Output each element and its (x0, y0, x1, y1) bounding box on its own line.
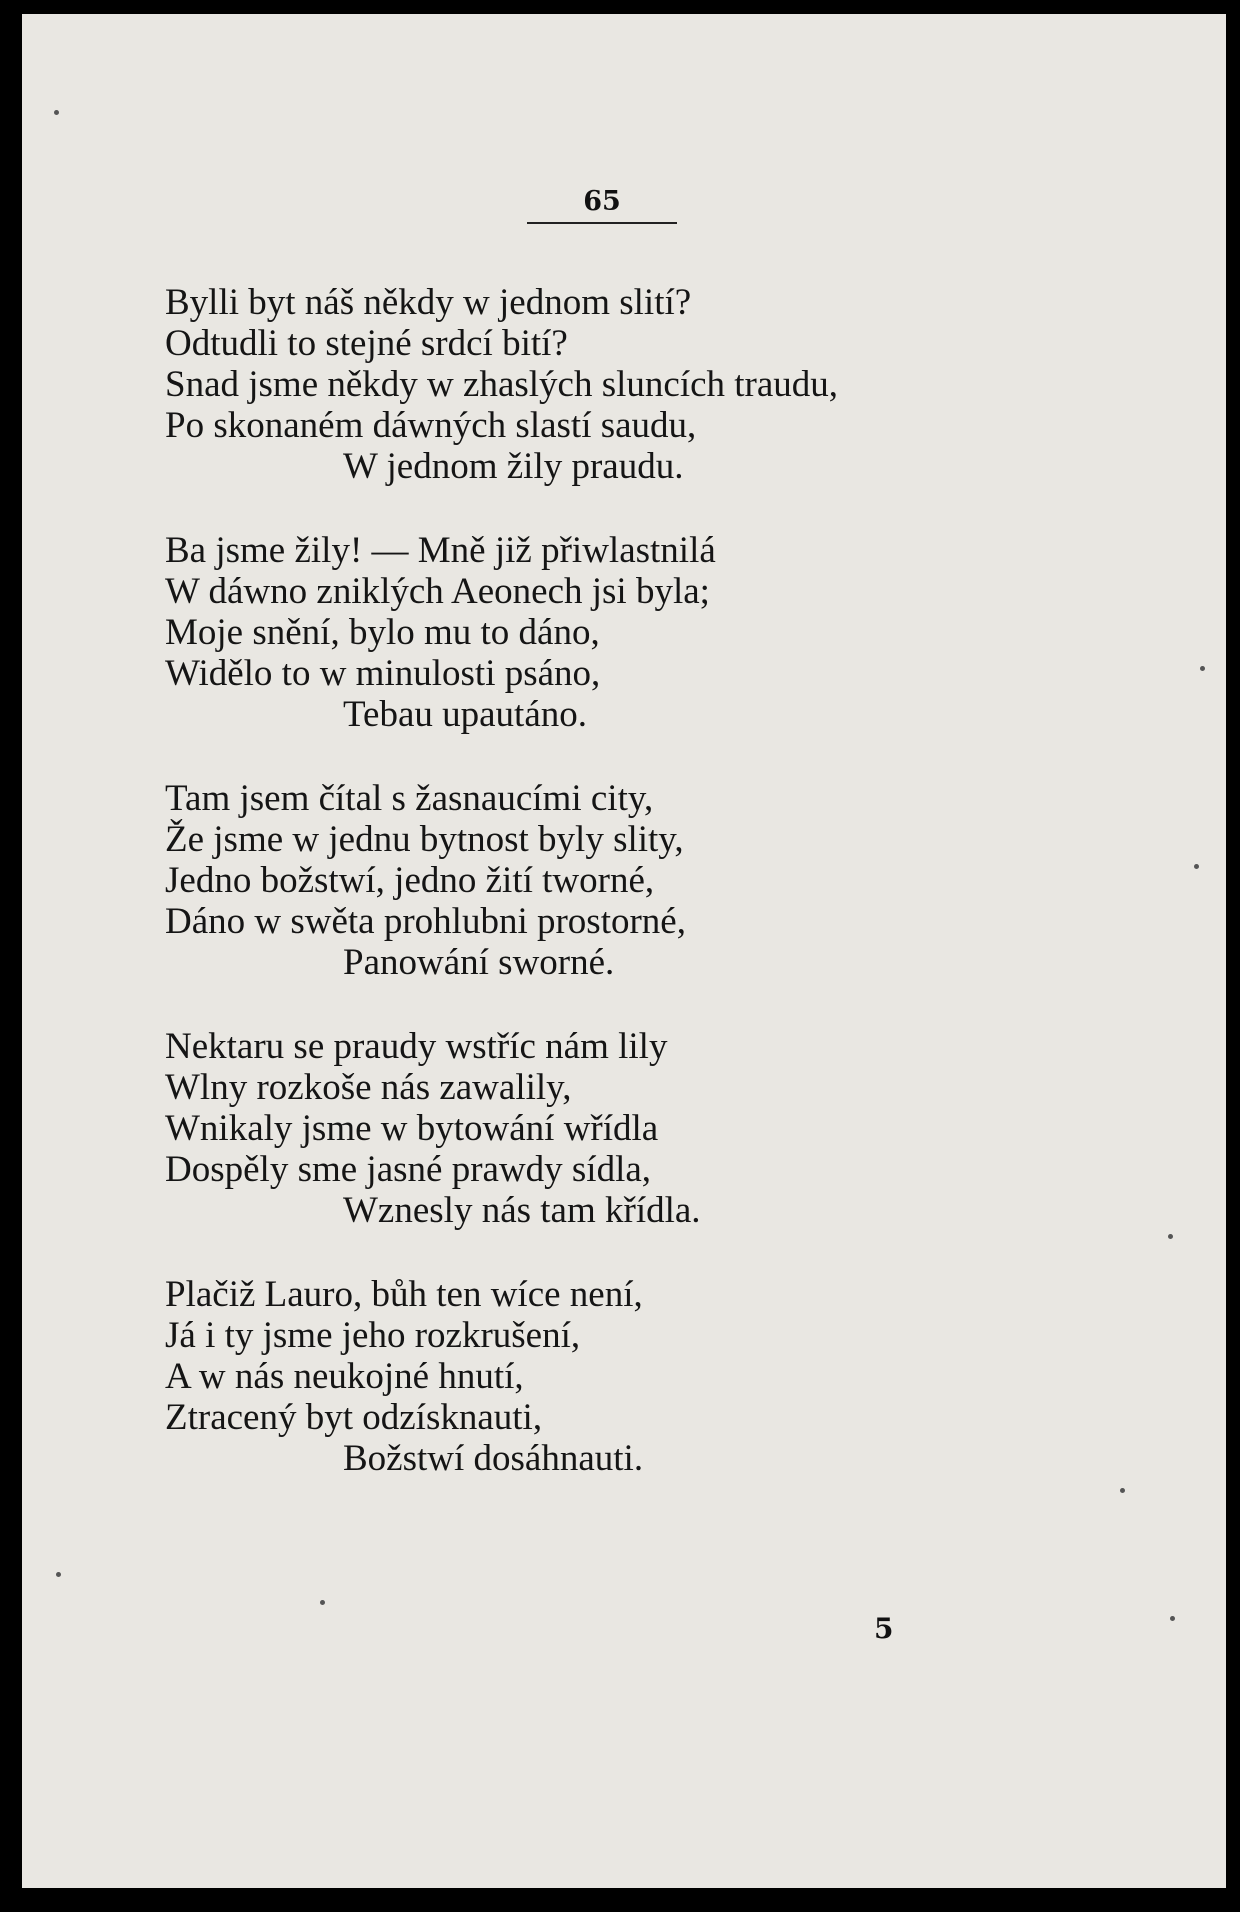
poem-line: Že jsme w jednu bytnost byly slity, (165, 819, 684, 860)
poem-line: A w nás neukojné hnutí, (165, 1356, 524, 1397)
poem-line: Plačiž Lauro, bůh ten wíce není, (165, 1274, 643, 1315)
poem-line: Wlny rozkoše nás zawalily, (165, 1067, 572, 1108)
paper-speck (1194, 864, 1199, 869)
book-page (22, 14, 1226, 1888)
poem-line-refrain: Tebau upautáno. (343, 694, 587, 735)
paper-speck (54, 110, 59, 115)
paper-speck (1200, 666, 1205, 671)
paper-speck (56, 1572, 61, 1577)
poem-line: Widělo to w minulosti psáno, (165, 653, 601, 694)
poem-line: Nektaru se praudy wstříc nám lily (165, 1026, 668, 1067)
poem-line: Bylli byt náš někdy w jednom slití? (165, 282, 692, 323)
signature-mark: 5 (874, 1612, 894, 1645)
stanza-3 (165, 778, 1065, 983)
page-number: 65 (583, 186, 621, 217)
poem-line: Jedno božstwí, jedno žití tworné, (165, 860, 655, 901)
stanza-2 (165, 530, 1065, 735)
poem-line: Dospěly sme jasné prawdy sídla, (165, 1149, 652, 1190)
poem-line: Moje snění, bylo mu to dáno, (165, 612, 600, 653)
poem-line-refrain: W jednom žily praudu. (343, 446, 684, 487)
poem-line: Odtudli to stejné srdcí bití? (165, 323, 568, 364)
paper-speck (1170, 1616, 1175, 1621)
stanza-4 (165, 1026, 1065, 1231)
poem-line: Tam jsem čítal s žasnaucími city, (165, 778, 654, 819)
poem-line: Ztracený byt odzísknauti, (165, 1397, 543, 1438)
stanza-1 (165, 282, 1065, 487)
poem-line: W dáwno zniklých Aeonech jsi byla; (165, 571, 710, 612)
poem (165, 282, 1065, 1522)
poem-line: Ba jsme žily! — Mně již přiwlastnilá (165, 530, 716, 571)
poem-line-refrain: Božstwí dosáhnauti. (343, 1438, 644, 1479)
poem-line: Snad jsme někdy w zhaslých sluncích traudu, (165, 364, 839, 405)
poem-line: Já i ty jsme jeho rozkrušení, (165, 1315, 581, 1356)
poem-line-refrain: Wznesly nás tam křídla. (343, 1190, 701, 1231)
paper-speck (1120, 1488, 1125, 1493)
paper-speck (320, 1600, 325, 1605)
paper-speck (1168, 1234, 1173, 1239)
poem-line: Dáno w swěta prohlubni prostorné, (165, 901, 686, 942)
stanza-5 (165, 1274, 1065, 1479)
poem-line-refrain: Panowání sworné. (343, 942, 615, 983)
header-rule (527, 222, 677, 224)
poem-line: Wnikaly jsme w bytowání wřídla (165, 1108, 659, 1149)
poem-line: Po skonaném dáwných slastí saudu, (165, 405, 697, 446)
